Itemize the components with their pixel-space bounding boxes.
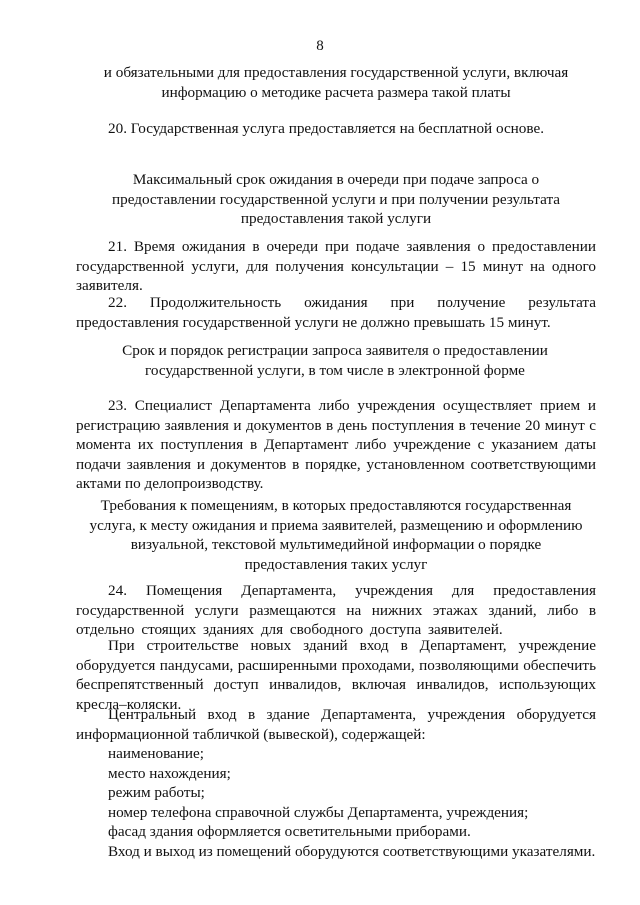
paragraph-22: 22. Продолжительность ожидания при получение результата предоставления государственной услуги не должно превышать 15 минут. (76, 294, 596, 331)
list-item: место нахождения; (108, 764, 231, 782)
section-heading-premises: Требования к помещениям, в которых предоставляются государственная услуга, к месту ожидания и приема заявителей, размещению и оформлению визуальной, текстовой мультимедийной информации о порядке предоставления таких услуг (89, 497, 583, 573)
list-item: номер телефона справочной службы Департамента, учреждения; (108, 803, 529, 821)
section-heading-continuation: и обязательными для предоставления государственной услуги, включая информацию о методике расчета размера такой платы (103, 64, 569, 101)
paragraph-20: 20. Государственная услуга предоставляется на бесплатной основе. (108, 120, 545, 137)
sign-contents-list (76, 744, 596, 862)
paragraph-24-signs: Вход и выход из помещений оборудуются соответствующими указателями. (108, 842, 596, 860)
paragraph-23: 23. Специалист Департамента либо учреждения осуществляет прием и регистрацию заявления и документов в день поступления в течение 20 минут с момента их поступления в Департамент либо учреждение с указанием даты подачи заявления и документов в порядке, установленном соответствующими актами по делопроизводству. (76, 397, 596, 493)
paragraph-24-construction: При строительстве новых зданий вход в Департамент, учреждение оборудуется пандусами, расширенными проходами, позволяющими обеспечить беспрепятственный доступ инвалидов, включая инвалидов, использующих кресла–коляски. (76, 637, 596, 713)
list-item: режим работы; (108, 784, 205, 802)
paragraph-24-facade: фасад здания оформляется осветительными приборами. (108, 823, 471, 841)
paragraph-24-entrance: Центральный вход в здание Департамента, учреждения оборудуется информационной табличкой (вывеской), содержащей: (76, 706, 596, 743)
paragraph-21: 21. Время ожидания в очереди при подаче заявления о предоставлении государственной услуги, для получения консультации – 15 минут на одного заявителя. (76, 238, 596, 295)
paragraph-24: 24. Помещения Департамента, учреждения для предоставления государственной услуги размещаются на нижних этажах зданий, либо в отдельно стоящих зданиях для свободного доступа заявителей. (76, 582, 596, 639)
list-item: наименование; (108, 745, 204, 762)
page-number: 8 (316, 38, 324, 54)
section-heading-waiting-time: Максимальный срок ожидания в очереди при подаче запроса о предоставлении государственной услуги и при получении результата предоставления такой услуги (111, 171, 561, 228)
section-heading-registration: Срок и порядок регистрации запроса заявителя о предоставлении государственной услуги, в том числе в электронной форме (122, 342, 548, 379)
